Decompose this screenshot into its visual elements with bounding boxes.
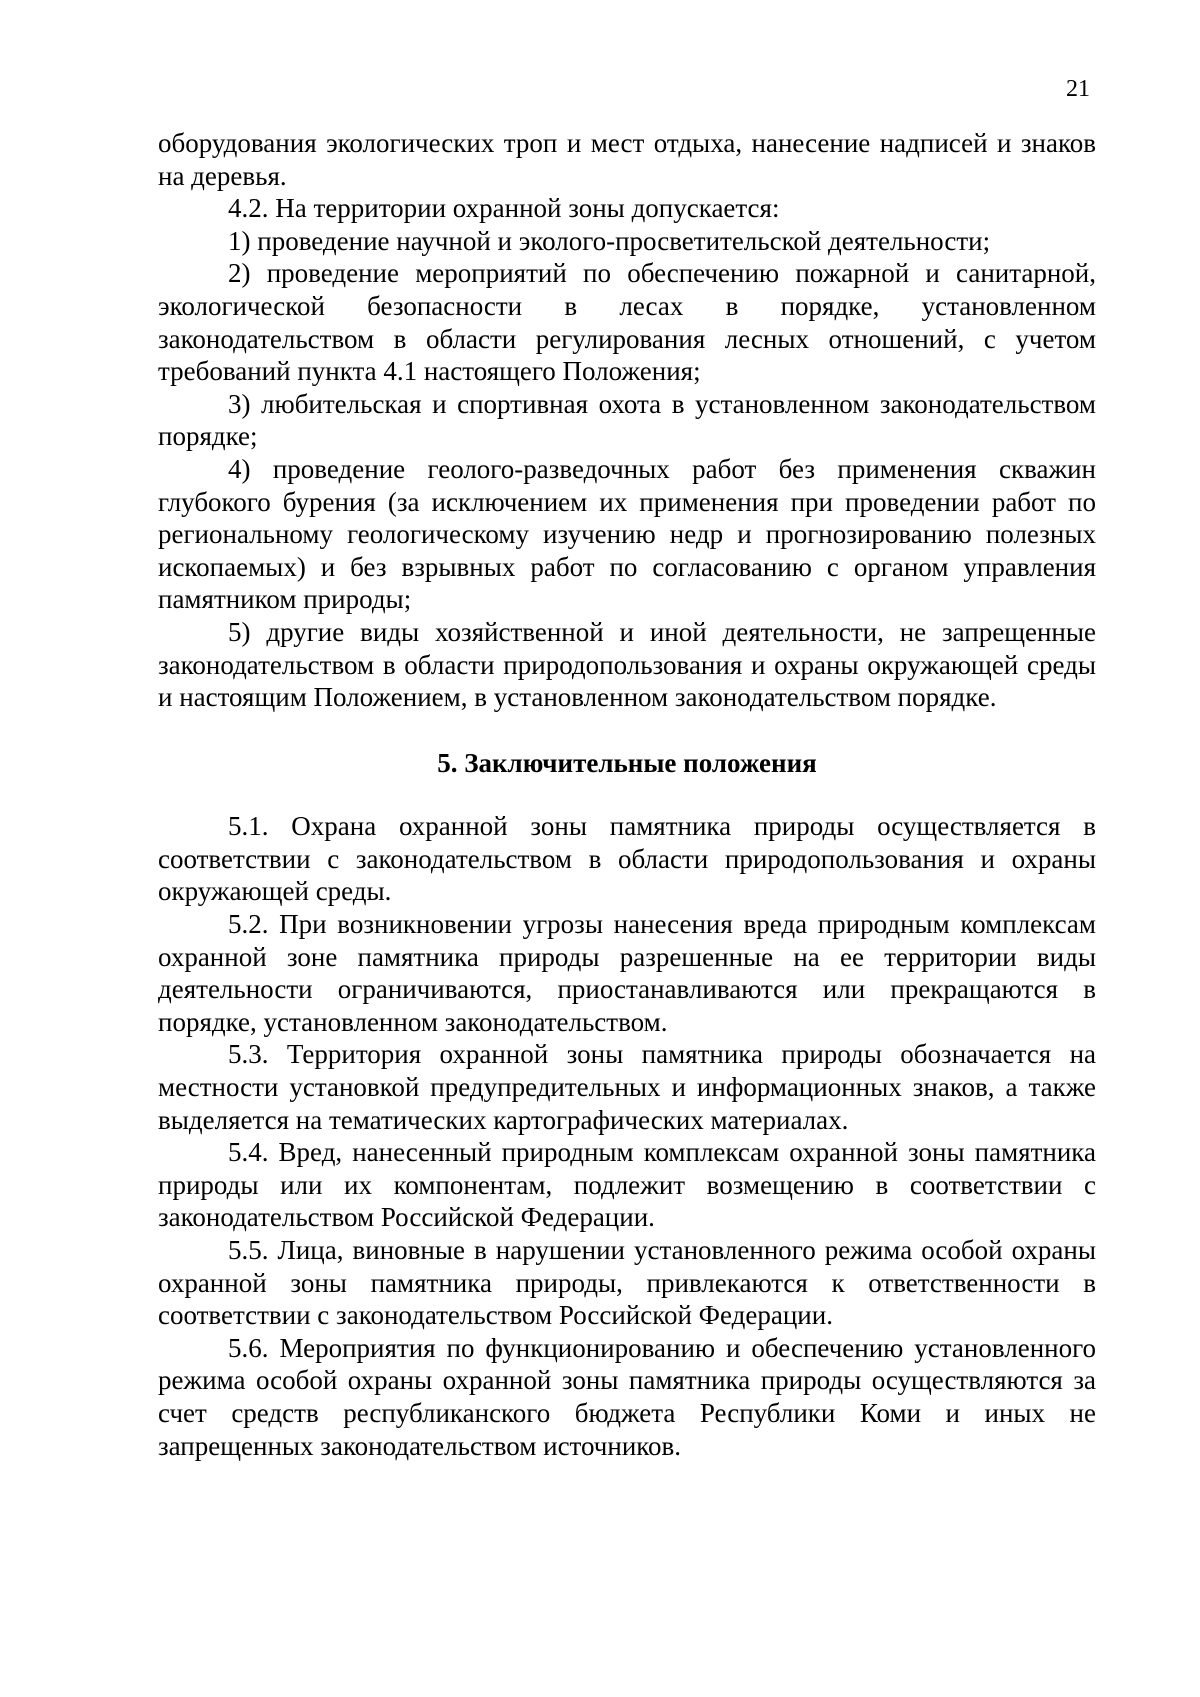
paragraph-4-2: 4.2. На территории охранной зоны допускается: [228,193,780,224]
paragraph-5-4: 5.4. Вред, нанесенный природным комплексам охранной зоны памятника природы или их компонентам, подлежит возмещению в соответствии с законодательством Российской Федерации. [158,1137,1096,1233]
list-item-5: 5) другие виды хозяйственной и иной деятельности, не запрещенные законодательством в области природопользования и охраны окружающей среды и настоящим Положением, в установленном законодательством порядке. [158,616,1096,713]
paragraph-5-5: 5.5. Лица, виновные в нарушении установленного режима особой охраны охранной зоны памятника природы, привлекаются к ответственности в соответствии с законодательством Российской Федерации. [158,1235,1096,1331]
list-item-1: 1) проведение научной и эколого-просветительской деятельности; [228,225,991,256]
list-item-2: 2) проведение мероприятий по обеспечению пожарной и санитарной, экологической безопасности в лесах в порядке, установленном законодательством в области регулирования лесных отношений, с учетом требований пункта 4.1 настоящего Положения; [158,258,1096,387]
page-number: 21 [1066,76,1090,102]
section-heading: 5. Заключительные положения [437,747,817,778]
list-item-4: 4) проведение геолого-разведочных работ без применения скважин глубокого бурения (за исключением их применения при проведении работ по региональному геологическому изучению недр и прогнозированию полезных ископаемых) и без взрывных работ по согласованию с органом управления памятником природы; [158,453,1096,615]
paragraph-continuation: оборудования экологических троп и мест отдыха, нанесение надписей и знаков на деревья. [158,128,1096,191]
paragraph-5-3: 5.3. Территория охранной зоны памятника природы обозначается на местности установкой предупредительных и информационных знаков, а также выделяется на тематических картографических материалах. [158,1039,1096,1135]
paragraph-5-1: 5.1. Охрана охранной зоны памятника природы осуществляется в соответствии с законодательством в области природопользования и охраны окружающей среды. [158,811,1096,907]
paragraph-5-6: 5.6. Мероприятия по функционированию и обеспечению установленного режима особой охраны охранной зоны памятника природы осуществляются за счет средств республиканского бюджета Республики Коми и иных не запрещенных законодательством источников. [158,1332,1096,1461]
paragraph-5-2: 5.2. При возникновении угрозы нанесения вреда природным комплексам охранной зоне памятника природы разрешенные на ее территории виды деятельности ограничиваются, приостанавливаются или прекращаются в порядке, установленном законодательством. [158,909,1096,1037]
document-body [158,127,1096,1462]
list-item-3: 3) любительская и спортивная охота в установленном законодательством порядке; [158,388,1096,452]
